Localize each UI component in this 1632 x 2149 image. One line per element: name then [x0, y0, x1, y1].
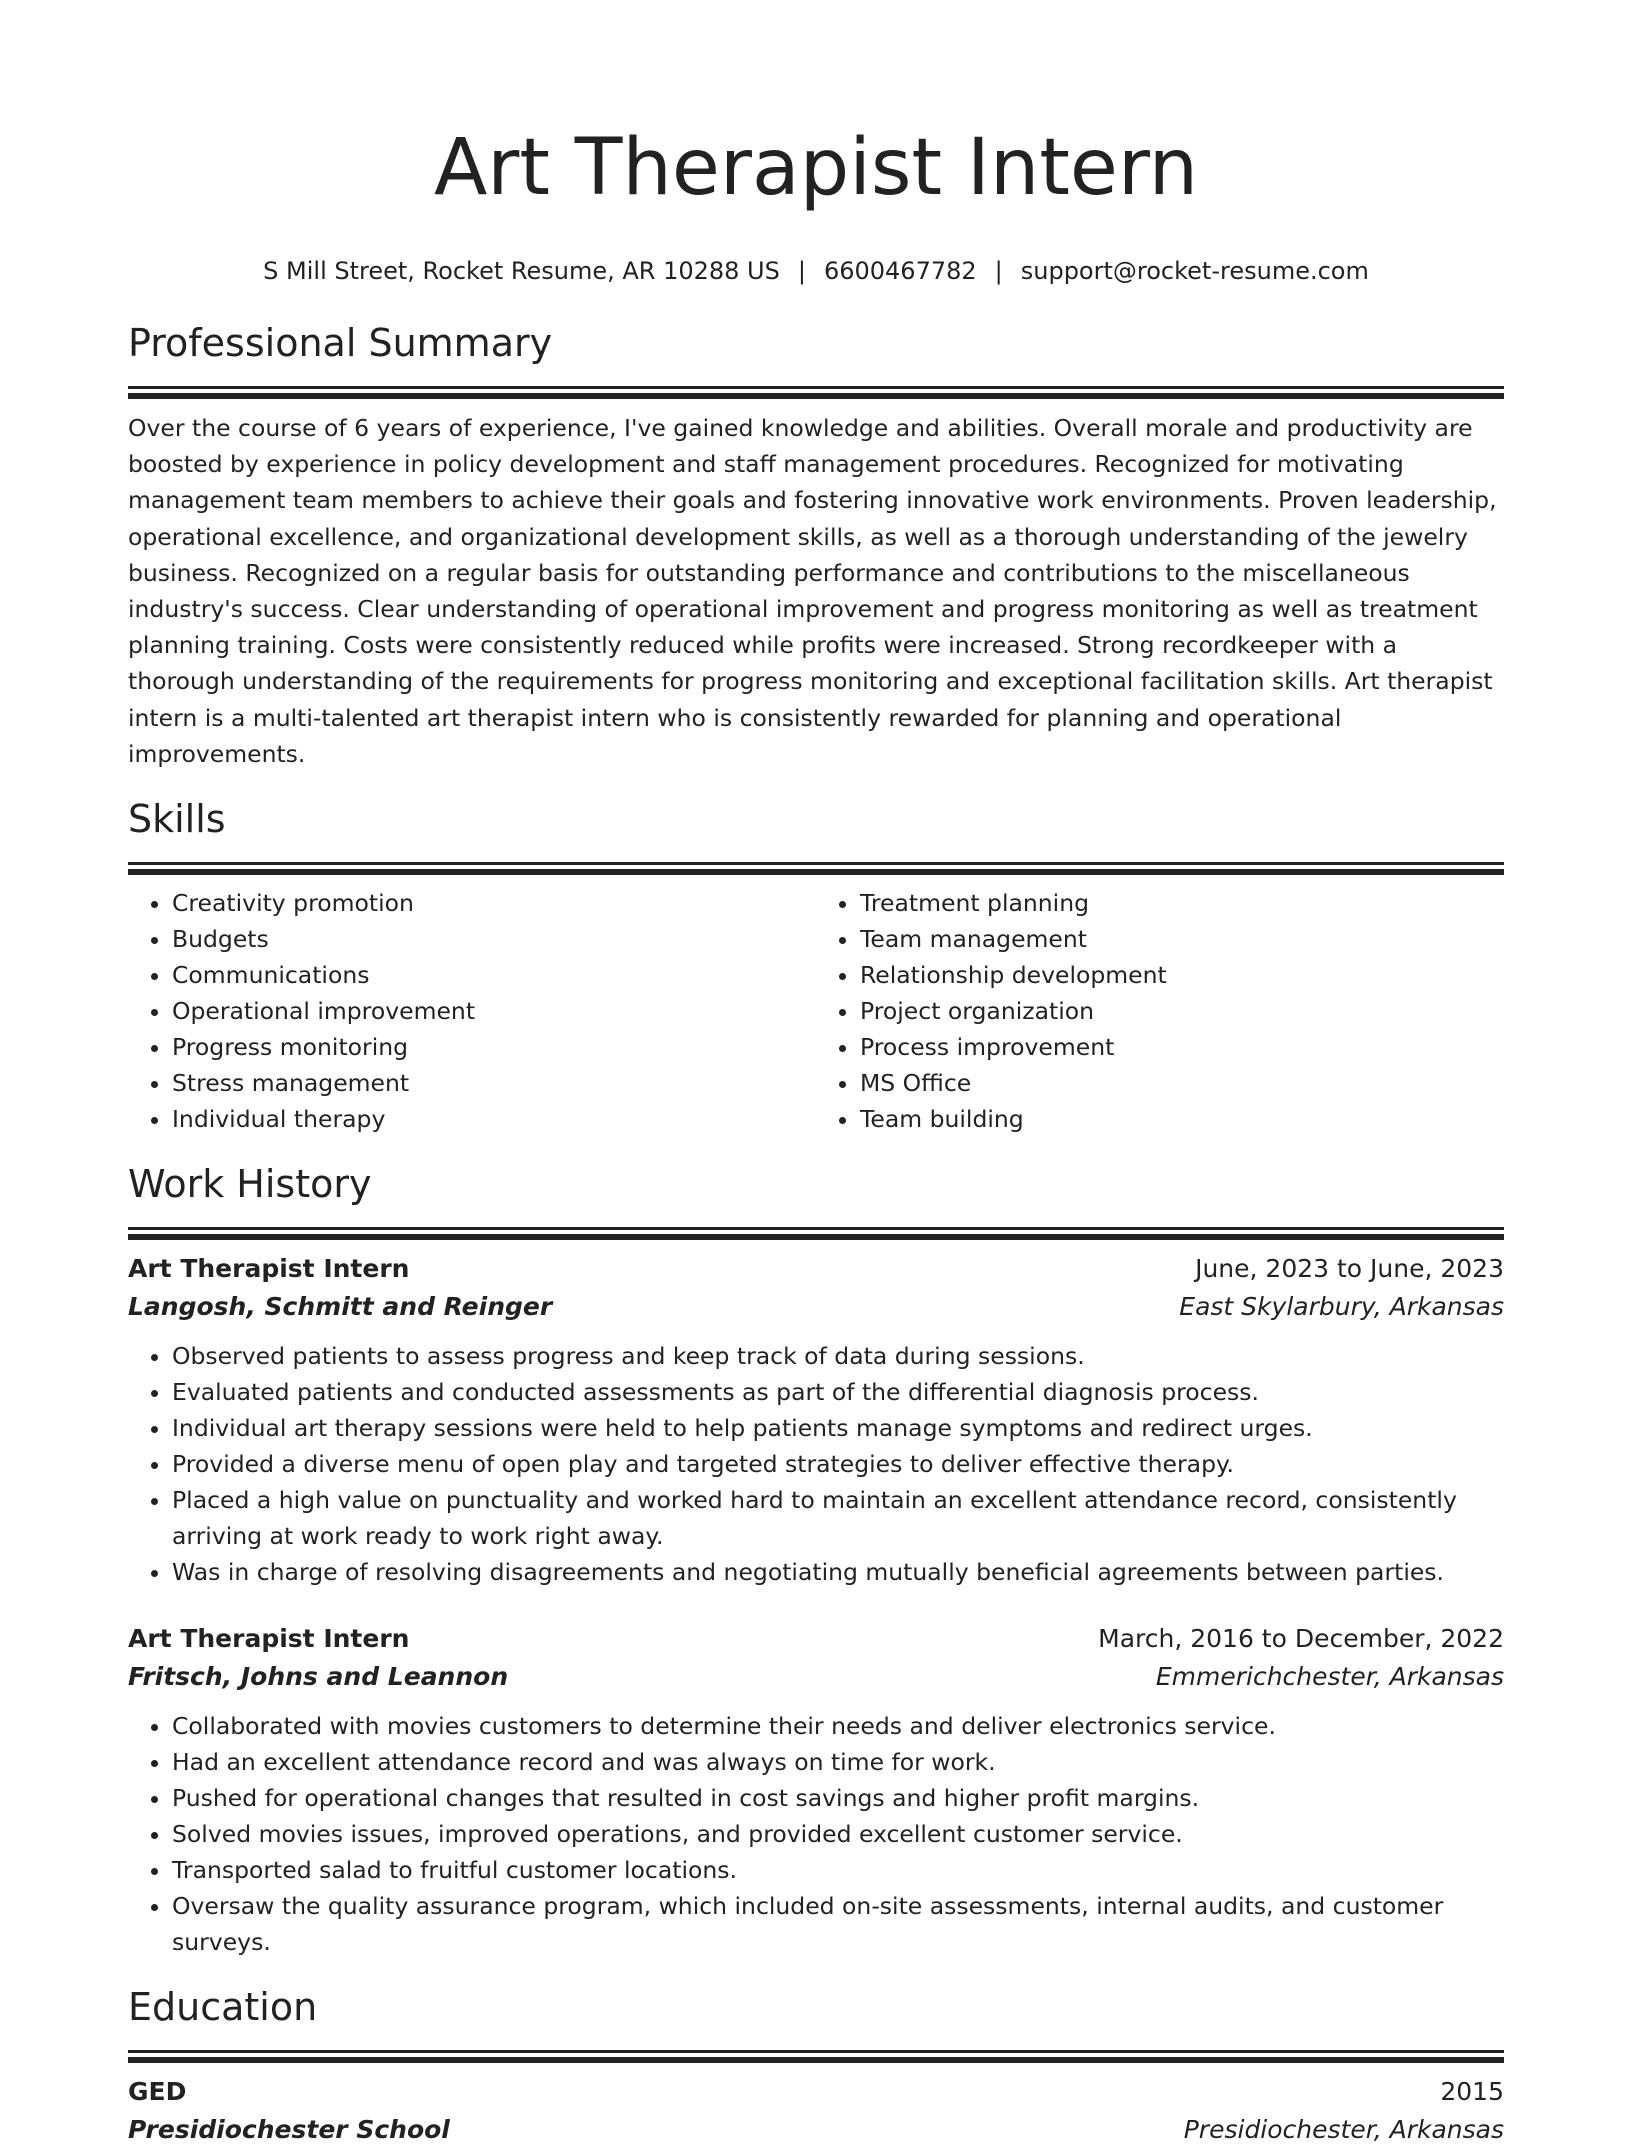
job-bullet: • Individual art therapy sessions were held to help patients manage symptoms and redirect urges. — [172, 1410, 1504, 1446]
skill-item: • Creativity promotion — [172, 885, 816, 921]
skills-column-left — [128, 885, 816, 1137]
section-divider — [128, 862, 1504, 865]
skills-list — [128, 885, 1504, 1137]
skill-item: • Relationship development — [860, 957, 1504, 993]
education-school: Presidiochester School — [128, 2115, 450, 2145]
job-bullets — [128, 1708, 1504, 1960]
job-bullet: • Had an excellent attendance record and was always on time for work. — [172, 1744, 1504, 1780]
section-heading-summary: Professional Summary — [128, 321, 553, 365]
summary-text: Over the course of 6 years of experience, I've gained knowledge and abilities. Overall morale and productivity are boosted by experience in policy development and staff management procedures. Recognized for motivating management team members to achieve their goals and fostering innovative work environments. Proven leadership, operational excellence, and organizational development skills, as well as a thorough understanding of the jewelry business. Recognized on a regular basis for outstanding performance and contributions to the miscellaneous industry's success. Clear understanding of operational improvement and progress monitoring as well as treatment planning training. Costs were consistently reduced while profits were increased. Strong recordkeeper with a thorough understanding of the requirements for progress monitoring and exceptional facilitation skills. Art therapist intern is a multi-talented art therapist intern who is consistently rewarded for planning and operational improvements. — [128, 414, 1497, 768]
section-heading-skills: Skills — [128, 797, 226, 842]
contact-separator: | — [797, 257, 806, 285]
job-entry — [128, 1250, 1504, 1590]
skills-column-right — [816, 885, 1504, 1137]
skill-item: • Communications — [172, 957, 816, 993]
job-company: Fritsch, Johns and Leannon — [128, 1662, 509, 1692]
job-bullet: • Was in charge of resolving disagreements and negotiating mutually beneficial agreements between parties. — [172, 1554, 1504, 1590]
skill-item: • Team building — [860, 1101, 1504, 1137]
skill-item: • Progress monitoring — [172, 1029, 816, 1065]
contact-separator: | — [994, 257, 1003, 285]
section-divider — [128, 2050, 1504, 2053]
job-bullet: • Provided a diverse menu of open play and targeted strategies to deliver effective therapy. — [172, 1446, 1504, 1482]
job-dates: March, 2016 to December, 2022 — [1098, 1624, 1504, 1654]
skill-item: • Team management — [860, 921, 1504, 957]
section-heading-education: Education — [128, 1985, 318, 2030]
job-company: Langosh, Schmitt and Reinger — [128, 1292, 553, 1322]
candidate-name: Art Therapist Intern — [433, 123, 1199, 213]
section-divider — [128, 386, 1504, 389]
job-bullet: • Pushed for operational changes that resulted in cost savings and higher profit margins. — [172, 1780, 1504, 1816]
skill-item: • Treatment planning — [860, 885, 1504, 921]
summary-section — [128, 318, 1504, 772]
skill-item: • Budgets — [172, 921, 816, 957]
skill-item: • Process improvement — [860, 1029, 1504, 1065]
contact-phone: 6600467782 — [823, 257, 977, 285]
skill-item: • Operational improvement — [172, 993, 816, 1029]
skill-item: • Stress management — [172, 1065, 816, 1101]
skill-item: • MS Office — [860, 1065, 1504, 1101]
job-title: Art Therapist Intern — [128, 1254, 410, 1284]
job-dates: June, 2023 to June, 2023 — [1195, 1254, 1504, 1284]
job-bullet: • Solved movies issues, improved operations, and provided excellent customer service. — [172, 1816, 1504, 1852]
job-bullet: • Observed patients to assess progress and keep track of data during sessions. — [172, 1338, 1504, 1374]
job-location: Emmerichchester, Arkansas — [1155, 1662, 1504, 1692]
job-location: East Skylarbury, Arkansas — [1179, 1292, 1504, 1322]
job-bullet: • Evaluated patients and conducted assessments as part of the differential diagnosis process. — [172, 1374, 1504, 1410]
job-entry — [128, 1620, 1504, 1960]
contact-line — [128, 254, 1504, 288]
section-heading-work: Work History — [128, 1162, 372, 1207]
job-bullet: • Transported salad to fruitful customer locations. — [172, 1852, 1504, 1888]
work-history-section — [128, 1159, 1504, 1960]
skill-item: • Project organization — [860, 993, 1504, 1029]
job-bullet: • Oversaw the quality assurance program, which included on-site assessments, internal audits, and customer surveys. — [172, 1888, 1504, 1960]
job-bullets — [128, 1338, 1504, 1590]
education-location: Presidiochester, Arkansas — [1183, 2115, 1504, 2145]
job-bullet: • Collaborated with movies customers to determine their needs and deliver electronics service. — [172, 1708, 1504, 1744]
section-divider — [128, 1227, 1504, 1230]
education-section — [128, 1982, 1504, 2149]
skill-item: • Individual therapy — [172, 1101, 816, 1137]
education-entry — [128, 2073, 1504, 2149]
education-year: 2015 — [1440, 2077, 1504, 2107]
job-title: Art Therapist Intern — [128, 1624, 410, 1654]
skills-section — [128, 794, 1504, 1137]
resume-page — [128, 0, 1504, 2149]
education-degree: GED — [128, 2077, 187, 2107]
contact-email[interactable]: support@rocket-resume.com — [1020, 257, 1369, 285]
job-bullet: • Placed a high value on punctuality and worked hard to maintain an excellent attendance record, consistently arriving at work ready to work right away. — [172, 1482, 1504, 1554]
contact-address: S Mill Street, Rocket Resume, AR 10288 US — [263, 257, 780, 285]
